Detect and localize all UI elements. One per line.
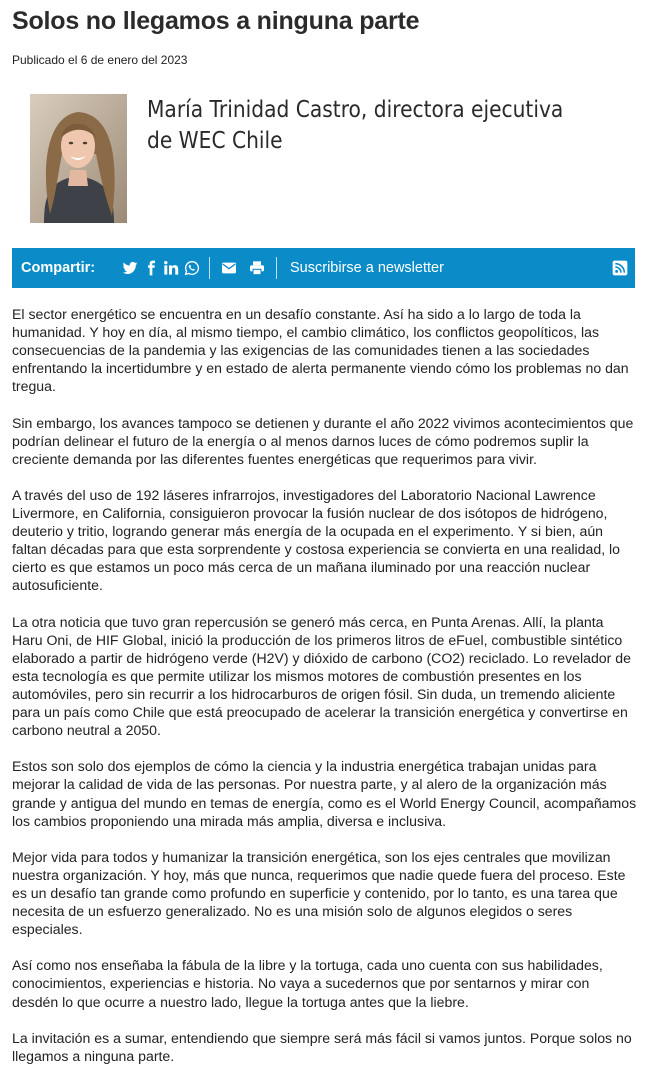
author-photo xyxy=(30,94,127,223)
share-divider xyxy=(276,257,277,279)
article-paragraph: Mejor vida para todos y humanizar la transición energética, son los ejes centrales que movilizan nuestra organización. Y hoy, más que nunca, requerimos que nadie quede fuera del proceso. Este es un desafío tan grande como profundo en superficie y contenido, por lo tanto, es una tarea que necesita de un esfuerzo generalizado. No es una misión solo de algunos elegidos o seres especiales. xyxy=(12,848,626,938)
article-paragraph: Sin embargo, los avances tampoco se detienen y durante el año 2022 vivimos acontecimientos que podrían delinear el futuro de la energía o al menos darnos luces de cómo podremos suplir la creciente demanda por las diferentes fuentes energéticas que requerimos para vivir. xyxy=(12,414,634,467)
facebook-icon[interactable] xyxy=(143,260,159,276)
article-paragraph: La invitación es a sumar, entendiendo que siempre será más fácil si vamos juntos. Porque solos no llegamos a ninguna parte. xyxy=(12,1029,632,1064)
author-name xyxy=(147,94,564,156)
author-name-line-1: María Trinidad Castro, directora ejecutiva xyxy=(147,95,564,123)
author-name-line-2: de WEC Chile xyxy=(147,126,283,154)
share-label: Compartir: xyxy=(21,260,96,276)
article-paragraph: El sector energético se encuentra en un desafío constante. Así ha sido a lo largo de toda la humanidad. Y hoy en día, al mismo tiempo, el cambio climático, los conflictos geopolíticos, las consecuencias de la pandemia y las exigencias de las comunidades tienen a las sociedades enfrentando la incertidumbre y en estado de alerta permanente viendo cómo los problemas no dan tregua. xyxy=(12,306,629,395)
print-icon[interactable] xyxy=(249,260,265,276)
article-paragraph: A través del uso de 192 láseres infrarrojos, investigadores del Laboratorio Nacional Lawrence Livermore, en California, consiguieron provocar la fusión nuclear de dos isótopos de hidrógeno, deuterio y tritio, logrando generar más energía de la ocupada en el experimento. Y si bien, aún faltan décadas para que esta sorprendente y costosa experiencia se convierta en una realidad, lo cierto es que estamos un poco más cerca de un mañana iluminado por una reacción nuclear autosuficiente. xyxy=(12,486,620,594)
author-portrait-image xyxy=(30,94,127,223)
article-paragraph: La otra noticia que tuvo gran repercusión se generó más cerca, en Punta Arenas. Allí, la planta Haru Oni, de HIF Global, inició la producción de los primeros litros de eFuel, combustible sintético elaborado a partir de hidrógeno verde (H2V) y dióxido de carbono (CO2) reciclado. Lo revelador de esta tecnología es que permite utilizar los mismos motores de combustión presentes en los automóviles, pero sin recurrir a los hidrocarburos de origen fósil. Sin duda, un tremendo aliciente para un país como Chile que está preocupado de acelerar la transición energética y convertirse en carbono neutral a 2050. xyxy=(12,613,631,739)
whatsapp-icon[interactable] xyxy=(184,260,200,276)
share-divider xyxy=(209,257,210,279)
share-bar xyxy=(12,248,635,288)
rss-icon[interactable] xyxy=(612,260,628,276)
article-paragraph: Así como nos enseñaba la fábula de la libre y la tortuga, cada uno cuenta con sus habilidades, conocimientos, experiencias e historia. No vaya a sucedernos que por sentarnos y mirar con desdén lo que ocurre a nuestro lado, llegue la tortuga antes que la liebre. xyxy=(12,957,603,1010)
email-icon[interactable] xyxy=(221,260,237,276)
linkedin-icon[interactable] xyxy=(163,260,179,276)
article-paragraph: Estos son solo dos ejemplos de cómo la ciencia y la industria energética trabajan unidas para mejorar la calidad de vida de las personas. Por nuestra parte, y al alero de la organización más grande y antigua del mundo en temas de energía, como es el World Energy Council, acompañamos los cambios proponiendo una mirada más amplia, diversa e inclusiva. xyxy=(12,758,637,829)
article-body xyxy=(12,305,637,1083)
newsletter-link[interactable]: Suscribirse a newsletter xyxy=(290,260,444,276)
article-title: Solos no llegamos a ninguna parte xyxy=(12,7,420,35)
publish-date: Publicado el 6 de enero del 2023 xyxy=(12,53,188,67)
twitter-icon[interactable] xyxy=(122,260,138,276)
